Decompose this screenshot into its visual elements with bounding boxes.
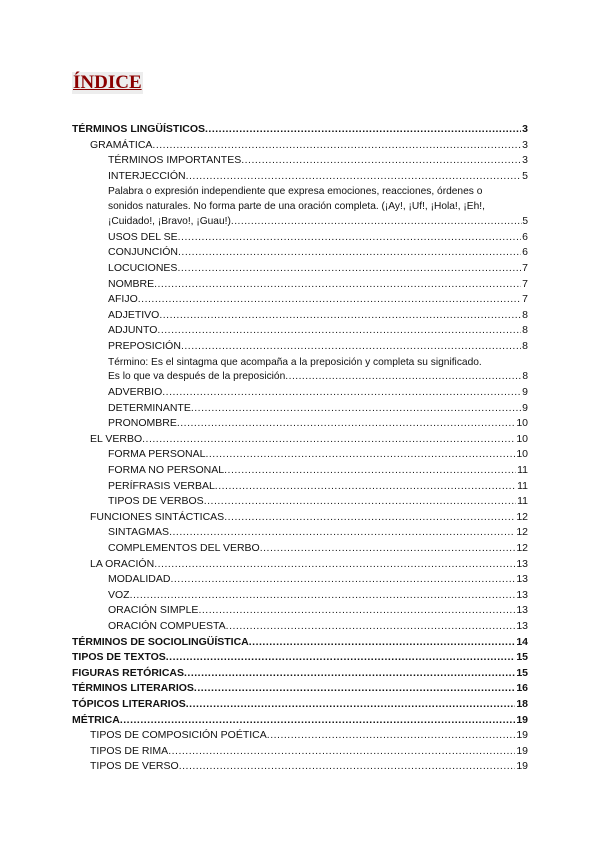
toc-entry-label: ADVERBIO [108, 386, 163, 399]
dot-leader [205, 122, 521, 138]
toc-page-number: 15 [516, 666, 528, 679]
toc-page-number: 7 [522, 261, 528, 274]
dot-leader [249, 635, 516, 651]
toc-entry-label: AFIJO [108, 293, 138, 306]
dot-leader [168, 744, 515, 760]
toc-entry-label: TIPOS DE VERSO [90, 760, 179, 773]
toc-entry-label: COMPLEMENTOS DEL VERBO [108, 542, 260, 555]
toc-page-number: 10 [516, 448, 528, 461]
page-title: ÍNDICE [73, 72, 142, 93]
dot-leader [226, 619, 516, 635]
toc-entry-level-3[interactable] [72, 416, 528, 432]
toc-page-number: 19 [516, 744, 528, 757]
dot-leader [204, 494, 516, 510]
toc-page-number: 9 [522, 401, 528, 414]
toc-page-number: 7 [522, 293, 528, 306]
toc-entry-level-3[interactable] [72, 277, 528, 293]
toc-entry-level-2[interactable] [72, 744, 528, 760]
dot-leader [152, 138, 521, 154]
toc-entry-level-3[interactable] [72, 541, 528, 557]
toc-entry-level-1[interactable] [72, 666, 528, 682]
toc-entry-level-2[interactable] [72, 759, 528, 775]
toc-entry-label: TÉRMINOS LINGÜÍSTICOS [72, 123, 206, 135]
toc-entry-label: FUNCIONES SINTÁCTICAS [90, 510, 225, 523]
toc-entry-level-1[interactable] [72, 122, 528, 138]
toc-entry-level-3[interactable] [72, 153, 528, 169]
toc-page-number: 19 [516, 713, 528, 726]
toc-entry-level-3[interactable] [72, 230, 528, 246]
toc-page-number: 19 [516, 729, 528, 742]
toc-page-number: 12 [516, 526, 528, 539]
toc-entry-label: MODALIDAD [108, 573, 171, 586]
toc-entry-label: PREPOSICIÓN [108, 339, 181, 352]
dot-leader [162, 385, 521, 401]
dot-leader [267, 728, 516, 744]
toc-entry-label: TIPOS DE COMPOSICIÓN POÉTICA [90, 729, 267, 742]
dot-leader [224, 463, 516, 479]
toc-page-number: 13 [516, 604, 528, 617]
toc-entry-level-1[interactable] [72, 635, 528, 651]
toc-page-number: 7 [522, 277, 528, 290]
toc-entry-level-1[interactable] [72, 681, 528, 697]
toc-entry-label: ADJUNTO [108, 324, 158, 337]
dot-leader [169, 525, 515, 541]
dot-leader [178, 230, 522, 246]
toc-entry-label: ORACIÓN SIMPLE [108, 604, 199, 617]
toc-entry-label: TIPOS DE VERBOS [108, 495, 204, 508]
toc-entry-level-3[interactable] [72, 261, 528, 277]
toc-page-number: 14 [516, 635, 528, 648]
toc-entry-level-3[interactable] [72, 169, 528, 185]
toc-entry-level-3[interactable] [72, 463, 528, 479]
toc-entry-level-3[interactable] [72, 619, 528, 635]
dot-leader [159, 308, 521, 324]
dot-leader [186, 697, 516, 713]
toc-entry-level-2[interactable] [72, 728, 528, 744]
toc-entry-label: LOCUCIONES [108, 261, 178, 274]
toc-entry-level-3[interactable] [72, 525, 528, 541]
toc-entry-text-line: Es lo que va después de la preposición [108, 371, 286, 383]
dot-leader [138, 292, 521, 308]
toc-entry-label: PRONOMBRE [108, 417, 177, 430]
toc-page-number: 16 [516, 682, 528, 695]
toc-entry-label: ADJETIVO [108, 308, 160, 321]
toc-page-number: 5 [522, 215, 528, 227]
dot-leader [120, 713, 515, 729]
table-of-contents [72, 122, 528, 775]
toc-page-number: 11 [517, 479, 528, 492]
dot-leader [166, 650, 516, 666]
toc-entry-label: NOMBRE [108, 277, 155, 290]
toc-entry-level-3[interactable] [72, 323, 528, 339]
toc-entry-label: FIGURAS RETÓRICAS [72, 666, 185, 679]
dot-leader [241, 153, 521, 169]
toc-entry-level-1[interactable] [72, 650, 528, 666]
toc-page-number: 18 [516, 697, 528, 710]
dot-leader [231, 215, 522, 230]
toc-entry-level-2[interactable] [72, 432, 528, 448]
dot-leader [177, 416, 515, 432]
toc-entry-label: ORACIÓN COMPUESTA [108, 620, 226, 633]
toc-entry-label: FORMA NO PERSONAL [108, 464, 225, 477]
toc-page-number: 10 [516, 432, 528, 445]
toc-page-number: 5 [522, 169, 528, 182]
toc-page-number: 8 [522, 339, 528, 352]
toc-page-number: 13 [516, 588, 528, 601]
toc-page-number: 8 [522, 371, 528, 383]
toc-page-number: 3 [522, 154, 528, 167]
toc-entry-level-3[interactable] [72, 494, 528, 510]
toc-entry-label: TIPOS DE TEXTOS [72, 651, 166, 664]
toc-page-number: 6 [522, 246, 528, 259]
toc-entry-level-2[interactable] [72, 510, 528, 526]
toc-entry-level-3[interactable] [72, 588, 528, 604]
dot-leader [181, 339, 521, 355]
dot-leader [186, 169, 522, 185]
toc-entry-label: TÉRMINOS DE SOCIOLINGÜÍSTICA [72, 635, 249, 648]
toc-entry-text-line: ¡Cuidado!, ¡Bravo!, ¡Guau!) [108, 215, 231, 227]
toc-entry-label: SINTAGMAS [108, 526, 170, 539]
toc-entry-level-3[interactable] [72, 401, 528, 417]
toc-page-number: 3 [522, 123, 528, 135]
toc-entry-level-3[interactable] [72, 385, 528, 401]
toc-page-number: 15 [516, 651, 528, 664]
toc-entry-level-3[interactable] [72, 245, 528, 261]
toc-entry-paragraph[interactable] [72, 185, 528, 229]
toc-entry-label: USOS DEL SE [108, 230, 178, 243]
toc-entry-level-3[interactable] [72, 479, 528, 495]
toc-page-number: 8 [522, 308, 528, 321]
dot-leader [191, 401, 521, 417]
dot-leader [198, 603, 515, 619]
toc-entry-label: FORMA PERSONAL [108, 448, 206, 461]
dot-leader [184, 666, 515, 682]
dot-leader [170, 572, 515, 588]
toc-page-number: 12 [516, 542, 528, 555]
toc-entry-label: INTERJECCIÓN [108, 169, 186, 182]
toc-entry-text-line: sonidos naturales. No forma parte de una oración completa. (¡Ay!, ¡Uf!, ¡Hola!, ¡Eh!, [108, 201, 485, 213]
toc-entry-label: TIPOS DE RIMA [90, 744, 169, 757]
toc-entry-text-line: Término: Es el sintagma que acompaña a la preposición y completa su significado. [108, 356, 482, 368]
toc-entry-text-line: Palabra o expresión independiente que expresa emociones, reacciones, órdenes o [108, 186, 483, 198]
toc-page-number: 12 [516, 510, 528, 523]
toc-entry-label: TÉRMINOS IMPORTANTES [108, 154, 242, 167]
toc-entry-label: MÉTRICA [72, 713, 120, 726]
dot-leader [260, 541, 516, 557]
toc-entry-paragraph[interactable] [72, 356, 528, 386]
dot-leader [130, 588, 516, 604]
toc-page-number: 11 [517, 495, 528, 508]
toc-entry-level-1[interactable] [72, 713, 528, 729]
toc-page-number: 3 [522, 138, 528, 151]
toc-entry-label: VOZ [108, 588, 130, 601]
dot-leader [224, 510, 515, 526]
toc-entry-level-3[interactable] [72, 339, 528, 355]
toc-entry-level-2[interactable] [72, 138, 528, 154]
toc-entry-level-3[interactable] [72, 292, 528, 308]
dot-leader [285, 370, 522, 385]
toc-entry-label: GRAMÁTICA [90, 138, 153, 151]
toc-page-number: 8 [522, 324, 528, 337]
dot-leader [157, 323, 521, 339]
toc-entry-label: CONJUNCIÓN [108, 246, 178, 259]
dot-leader [154, 277, 521, 293]
toc-entry-label: TÉRMINOS LITERARIOS [72, 682, 194, 695]
toc-page-number: 13 [516, 557, 528, 570]
toc-page-number: 13 [516, 620, 528, 633]
dot-leader [205, 447, 515, 463]
dot-leader [215, 479, 516, 495]
toc-entry-level-3[interactable] [72, 572, 528, 588]
toc-page-number: 9 [522, 386, 528, 399]
toc-page-number: 13 [516, 573, 528, 586]
toc-page-number: 6 [522, 230, 528, 243]
toc-entry-label: PERÍFRASIS VERBAL [108, 479, 215, 492]
dot-leader [178, 245, 521, 261]
toc-entry-level-3[interactable] [72, 603, 528, 619]
toc-entry-label: EL VERBO [90, 432, 143, 445]
dot-leader [154, 557, 515, 573]
toc-entry-label: TÓPICOS LITERARIOS [72, 697, 186, 710]
dot-leader [177, 261, 521, 277]
toc-entry-label: DETERMINANTE [108, 401, 191, 414]
toc-entry-level-1[interactable] [72, 697, 528, 713]
dot-leader [142, 432, 515, 448]
dot-leader [194, 681, 515, 697]
toc-page-number: 11 [517, 464, 528, 477]
toc-entry-level-3[interactable] [72, 447, 528, 463]
dot-leader [179, 759, 516, 775]
toc-page-number: 10 [516, 417, 528, 430]
toc-page-number: 19 [516, 760, 528, 773]
toc-entry-level-2[interactable] [72, 557, 528, 573]
toc-entry-level-3[interactable] [72, 308, 528, 324]
toc-entry-label: LA ORACIÓN [90, 557, 155, 570]
